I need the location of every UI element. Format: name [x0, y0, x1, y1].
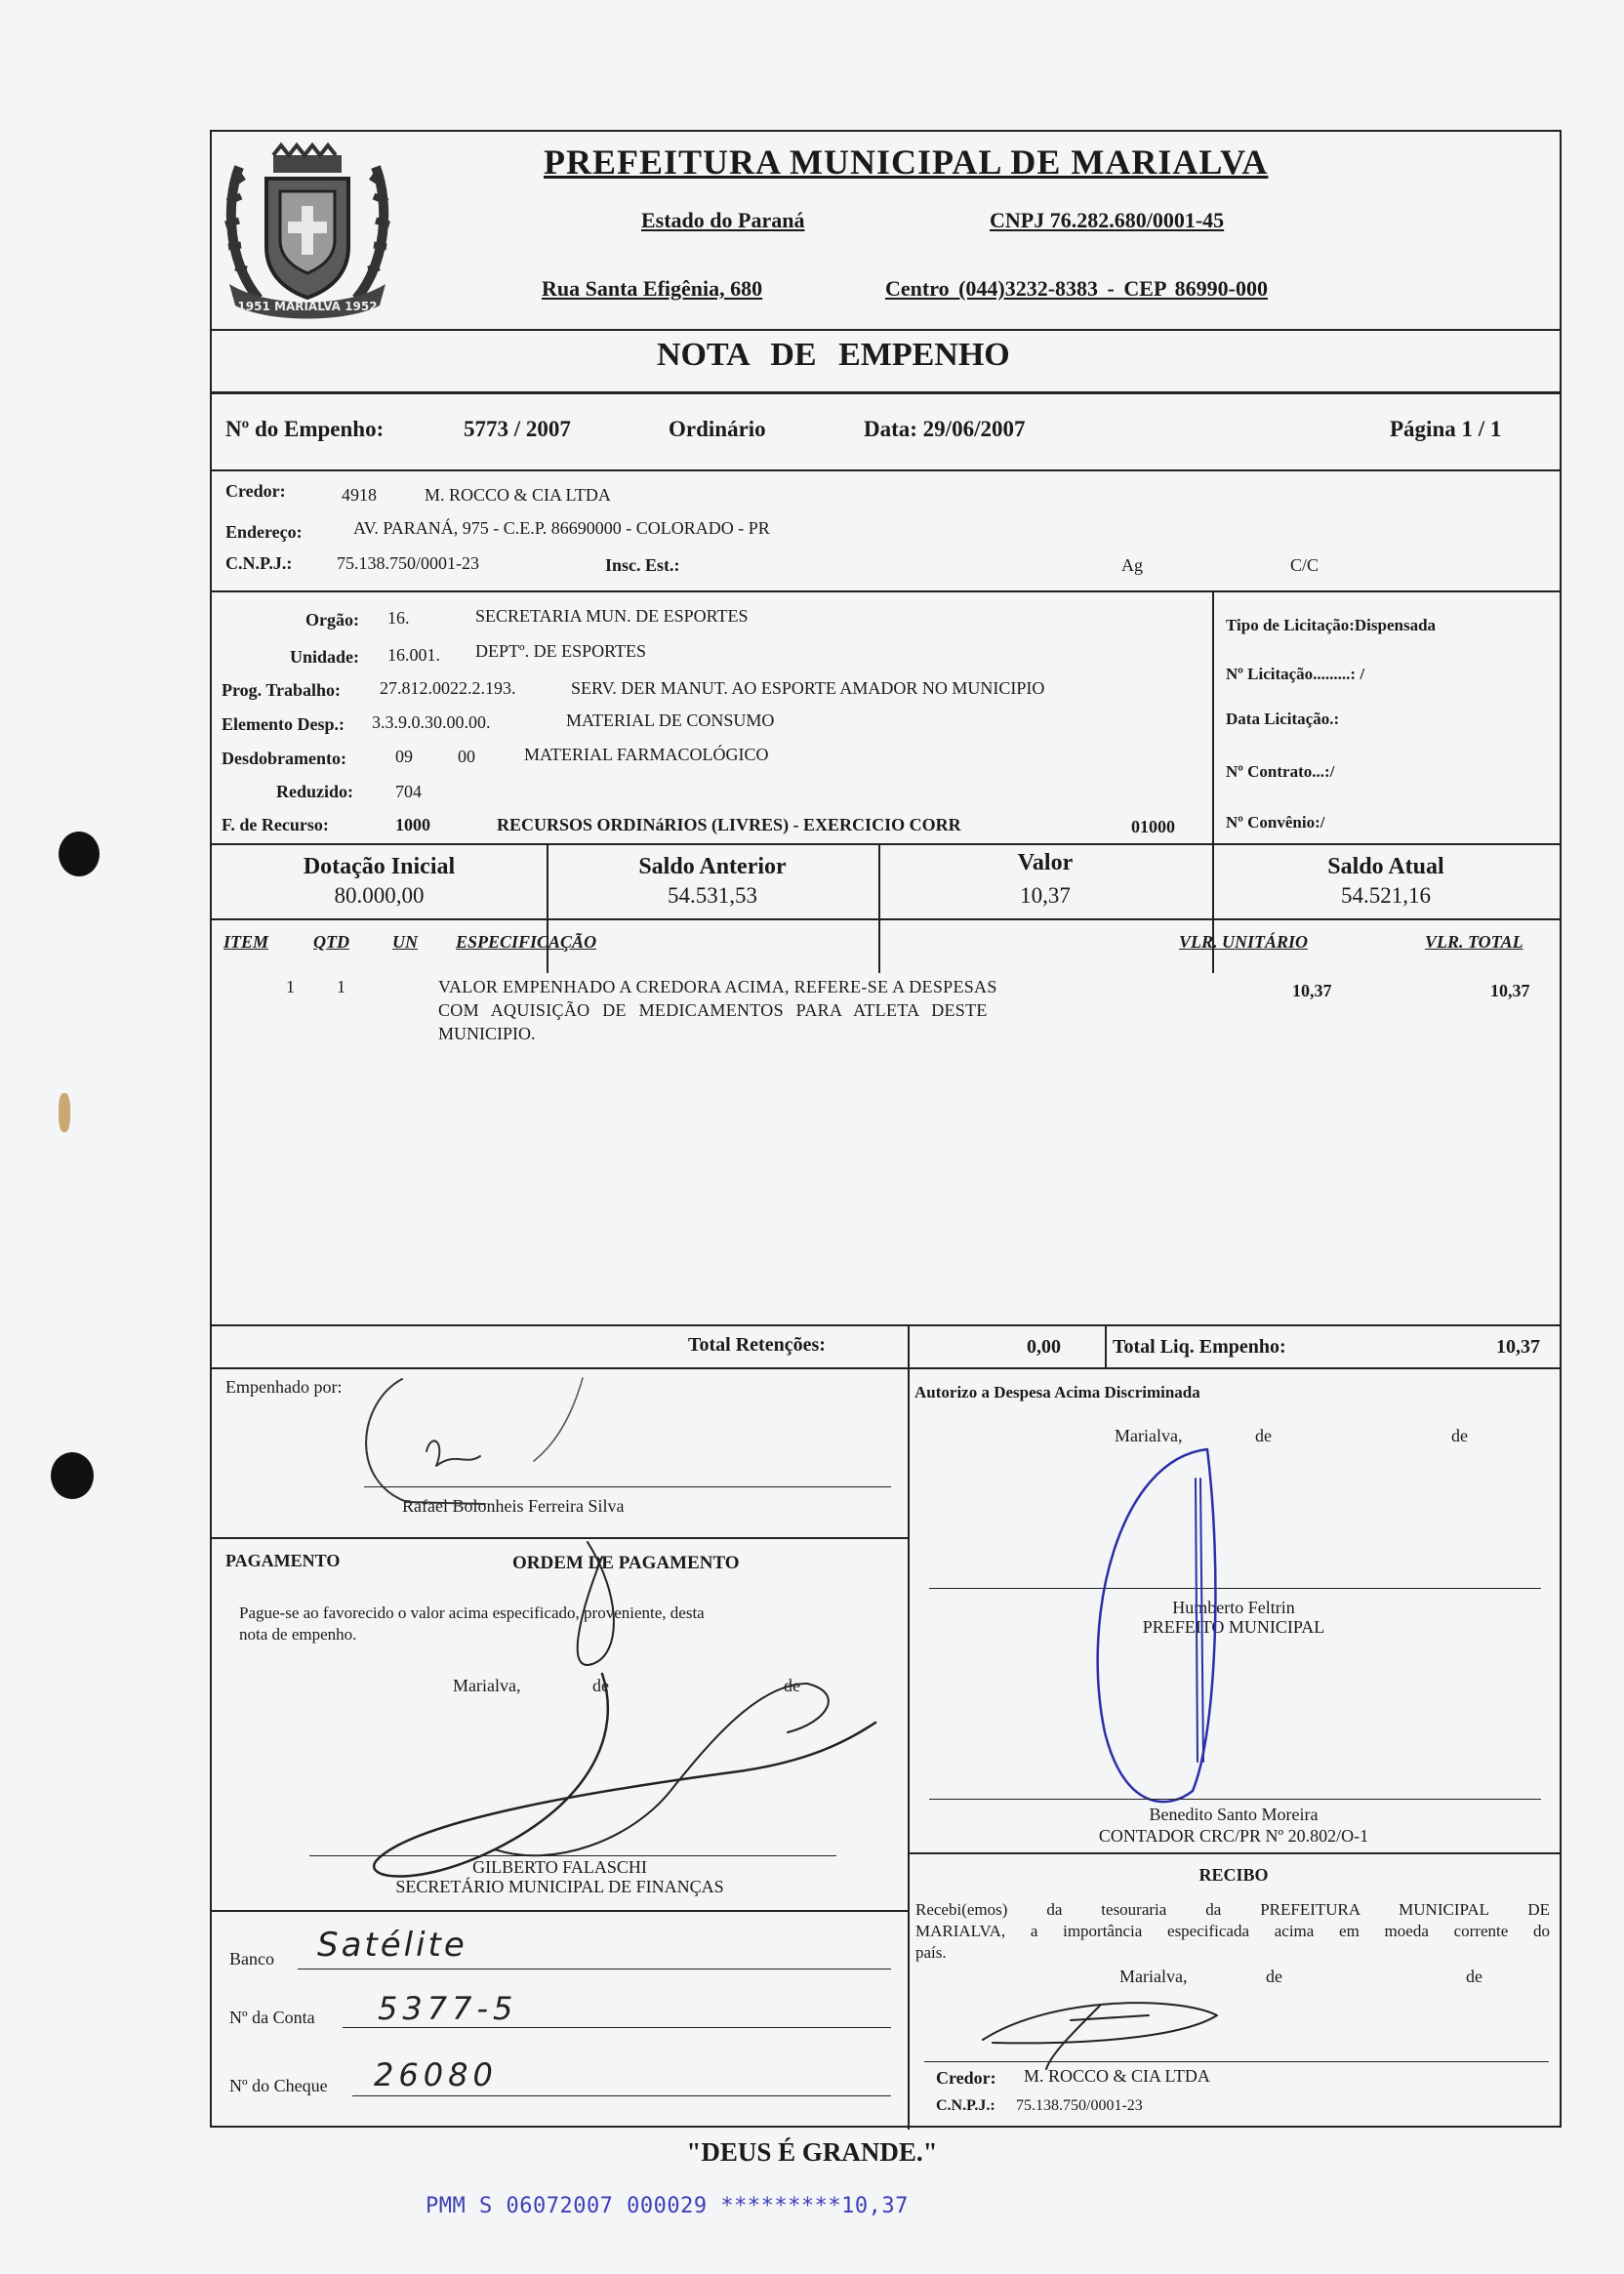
- conta-label: Nº da Conta: [229, 2008, 315, 2027]
- valor-value: 10,37: [1020, 883, 1071, 908]
- credor-code: 4918: [342, 485, 377, 505]
- empenho-label: Nº do Empenho:: [225, 417, 385, 441]
- prefeito-name: Humberto Feltrin: [1172, 1598, 1295, 1617]
- punch-hole-top: [59, 832, 100, 876]
- atual-value: 54.521,16: [1341, 883, 1431, 908]
- autorizo-de2: de: [1451, 1426, 1468, 1445]
- col-vlr-unit: VLR. UNITÁRIO: [1179, 932, 1309, 952]
- pagamento-label: PAGAMENTO: [225, 1551, 341, 1570]
- orgao-code: 16.: [387, 608, 410, 628]
- seal-text: 1951 MARIALVA 1952: [237, 300, 378, 313]
- desd-code2: 00: [458, 747, 475, 766]
- empenho-type: Ordinário: [669, 417, 766, 441]
- cc-label: C/C: [1290, 555, 1320, 575]
- contador-title: CONTADOR CRC/PR Nº 20.802/O-1: [1098, 1826, 1369, 1846]
- reduz-label: Reduzido:: [276, 782, 354, 801]
- orgao-name: SECRETARIA MUN. DE ESPORTES: [475, 606, 749, 626]
- empenhado-label: Empenhado por:: [225, 1377, 343, 1397]
- recibo-city: Marialva,: [1119, 1967, 1188, 1986]
- col-un: UN: [392, 932, 418, 952]
- page-title: PREFEITURA MUNICIPAL DE MARIALVA: [544, 142, 1269, 182]
- desd-label: Desdobramento:: [222, 749, 346, 768]
- cheque-label: Nº do Cheque: [229, 2076, 328, 2095]
- col-vlr-total: VLR. TOTAL: [1425, 932, 1523, 952]
- retencoes-value: 0,00: [1027, 1336, 1061, 1358]
- recibo-credor-name: M. ROCCO & CIA LTDA: [1024, 2066, 1210, 2086]
- doc-title: NOTA DE EMPENHO: [657, 337, 1010, 373]
- insc-label: Insc. Est.:: [605, 555, 680, 575]
- item-qtd: 1: [337, 977, 345, 996]
- orgao-label: Orgão:: [305, 610, 359, 629]
- footer-stamp: PMM S 06072007 000029 *********10,37: [426, 2194, 909, 2218]
- liq-label: Total Liq. Empenho:: [1113, 1336, 1286, 1358]
- credor-label: Credor:: [225, 481, 286, 501]
- autorizo-label: Autorizo a Despesa Acima Discriminada: [914, 1383, 1200, 1401]
- num-convenio: Nº Convênio:/: [1226, 813, 1325, 832]
- num-licitacao: Nº Licitação.........: /: [1226, 665, 1365, 683]
- address-label: Endereço:: [225, 522, 303, 542]
- conta-value: 5377-5: [378, 1990, 518, 2027]
- municipal-seal: [220, 138, 395, 328]
- secretario-title: SECRETÁRIO MUNICIPAL DE FINANÇAS: [395, 1877, 724, 1896]
- empenho-form: [210, 130, 1562, 2128]
- recibo-de1: de: [1266, 1967, 1282, 1986]
- unidade-code: 16.001.: [387, 645, 440, 665]
- secretario-name: GILBERTO FALASCHI: [472, 1857, 647, 1877]
- num-contrato: Nº Contrato...:/: [1226, 762, 1335, 781]
- reduz-code: 704: [395, 782, 422, 801]
- item-spec-line3: MUNICIPIO.: [438, 1024, 536, 1043]
- recibo-de2: de: [1466, 1967, 1482, 1986]
- credor-cnpj: 75.138.750/0001-23: [337, 553, 479, 573]
- banco-label: Banco: [229, 1949, 274, 1969]
- desd-code1: 09: [395, 747, 413, 766]
- item-spec-line2: COM AQUISIÇÃO DE MEDICAMENTOS PARA ATLETA DESTE: [438, 1000, 988, 1020]
- prog-label: Prog. Trabalho:: [222, 680, 342, 700]
- recibo-text3: país.: [915, 1943, 947, 1962]
- prog-code: 27.812.0022.2.193.: [380, 678, 516, 698]
- elem-name: MATERIAL DE CONSUMO: [566, 711, 775, 730]
- ag-label: Ag: [1121, 555, 1143, 575]
- recibo-cnpj: 75.138.750/0001-23: [1016, 2097, 1143, 2114]
- pagamento-text2: nota de empenho.: [239, 1625, 357, 1644]
- prefeito-title: PREFEITO MUNICIPAL: [1142, 1617, 1325, 1637]
- fonte-label: F. de Recurso:: [222, 815, 329, 834]
- footer-motto: "DEUS É GRANDE.": [686, 2137, 938, 2167]
- col-item: ITEM: [223, 932, 269, 952]
- pagamento-de2: de: [784, 1676, 800, 1695]
- pagamento-de1: de: [592, 1676, 609, 1695]
- contact-header: Centro (044)3232-8383 - CEP 86990-000: [885, 276, 1268, 301]
- elem-code: 3.3.9.0.30.00.00.: [372, 712, 491, 732]
- data-licitacao: Data Licitação.:: [1226, 710, 1340, 728]
- anterior-value: 54.531,53: [668, 883, 757, 908]
- paper-stain: [59, 1093, 70, 1132]
- recibo-cnpj-label: C.N.P.J.:: [936, 2097, 995, 2114]
- atual-label: Saldo Atual: [1327, 854, 1444, 879]
- contador-name: Benedito Santo Moreira: [1149, 1805, 1319, 1824]
- ordem-label: ORDEM DE PAGAMENTO: [512, 1553, 740, 1573]
- credor-name: M. ROCCO & CIA LTDA: [425, 485, 611, 505]
- fonte-name: RECURSOS ORDINáRIOS (LIVRES) - EXERCICIO CORR: [497, 815, 961, 834]
- desd-name: MATERIAL FARMACOLÓGICO: [524, 745, 769, 764]
- seal-icon: [220, 138, 395, 328]
- fonte-code: 1000: [395, 815, 430, 834]
- col-espec: ESPECIFICAÇÃO: [456, 932, 597, 952]
- autorizo-city: Marialva,: [1115, 1426, 1183, 1445]
- banco-value: Satélite: [317, 1926, 467, 1965]
- retencoes-label: Total Retenções:: [688, 1334, 826, 1356]
- cnpj-label: C.N.P.J.:: [225, 553, 293, 573]
- empenhado-name: Rafael Bolonheis Ferreira Silva: [402, 1496, 625, 1516]
- recibo-credor-label: Credor:: [936, 2068, 996, 2088]
- empenho-number: 5773 / 2007: [464, 417, 571, 441]
- valor-label: Valor: [1017, 850, 1074, 875]
- item-vlr-total: 10,37: [1490, 981, 1530, 1000]
- cheque-value: 26080: [374, 2056, 498, 2093]
- elem-label: Elemento Desp.:: [222, 714, 345, 734]
- prog-name: SERV. DER MANUT. AO ESPORTE AMADOR NO MUNICIPIO: [571, 678, 1045, 698]
- state-label: Estado do Paraná: [641, 208, 805, 232]
- item-number: 1: [286, 977, 295, 996]
- pagamento-city: Marialva,: [453, 1676, 521, 1695]
- item-spec-line1: VALOR EMPENHADO A CREDORA ACIMA, REFERE-SE A DESPESAS: [438, 977, 997, 996]
- liq-value: 10,37: [1496, 1336, 1540, 1358]
- cnpj-header: CNPJ 76.282.680/0001-45: [990, 208, 1225, 232]
- unidade-name: DEPTº. DE ESPORTES: [475, 641, 647, 661]
- secretario-signature: [300, 1537, 905, 1908]
- dotacao-label: Dotação Inicial: [303, 854, 456, 879]
- fonte-num: 01000: [1131, 817, 1175, 836]
- item-vlr-unit: 10,37: [1292, 981, 1332, 1000]
- recibo-title: RECIBO: [1198, 1865, 1269, 1885]
- punch-hole-bottom: [51, 1452, 94, 1499]
- page-number: Página 1 / 1: [1390, 417, 1502, 441]
- unidade-label: Unidade:: [290, 647, 360, 667]
- pagamento-text1: Pague-se ao favorecido o valor acima especificado, proveniente, desta: [239, 1604, 705, 1622]
- autorizo-de1: de: [1255, 1426, 1272, 1445]
- col-qtd: QTD: [313, 932, 349, 952]
- address-header: Rua Santa Efigênia, 680: [542, 276, 763, 301]
- credor-address: AV. PARANÁ, 975 - C.E.P. 86690000 - COLORADO - PR: [353, 518, 770, 538]
- dotacao-value: 80.000,00: [334, 883, 425, 908]
- tipo-licitacao: Tipo de Licitação:Dispensada: [1226, 616, 1437, 634]
- recibo-text1: Recebi(emos) da tesouraria da PREFEITURA MUNICIPAL DE: [915, 1900, 1550, 1919]
- empenhado-signature: [348, 1373, 661, 1520]
- anterior-label: Saldo Anterior: [638, 854, 787, 879]
- recibo-text2: MARIALVA, a importância especificada acima em moeda corrente do: [915, 1922, 1550, 1940]
- empenho-date: Data: 29/06/2007: [864, 417, 1026, 441]
